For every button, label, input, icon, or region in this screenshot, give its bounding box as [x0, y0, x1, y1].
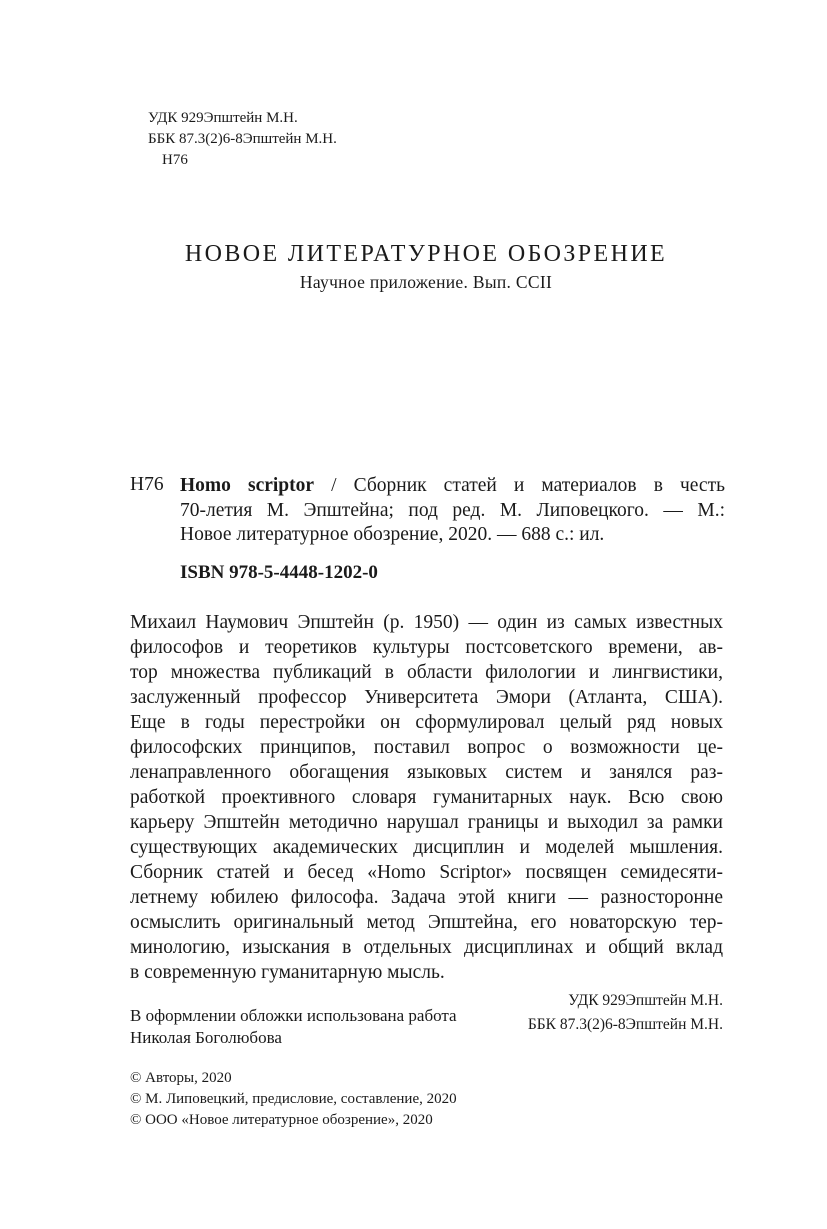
- copyright-line: © Авторы, 2020: [130, 1070, 232, 1086]
- abstract-line: Еще в годы перестройки он сформулировал целый ряд новых: [130, 712, 723, 733]
- abstract-paragraph: [130, 610, 723, 985]
- bibliographic-line-3: Новое литературное обозрение, 2020. — 688 с.: ил.: [180, 524, 605, 545]
- bbk-code-bottom: ББК 87.3(2)6-8Эпштейн М.Н.: [527, 1016, 723, 1033]
- abstract-line: Михаил Наумович Эпштейн (р. 1950) — один из самых известных: [130, 612, 723, 633]
- abstract-line: в современную гуманитарную мысль.: [130, 962, 445, 983]
- book-title: Homo scriptor: [180, 475, 315, 496]
- classification-codes-top: [148, 108, 337, 171]
- abstract-line: минологию, изыскания в отдельных дисциплинах и общий вклад: [130, 937, 723, 958]
- abstract-line: тор множества публикаций в области филологии и лингвистики,: [130, 662, 723, 683]
- isbn: ISBN 978-5-4448-1202-0: [180, 562, 378, 583]
- author-mark: Н76: [162, 152, 188, 168]
- abstract-line: заслуженный профессор Университета Эмори (Атланта, США).: [130, 687, 723, 708]
- bibliographic-line-1-rest: / Сборник статей и материалов в честь: [314, 475, 725, 496]
- udk-code: УДК 929Эпштейн М.Н.: [148, 110, 298, 126]
- cover-credit: [130, 1005, 457, 1048]
- copyright-block: [130, 1068, 457, 1131]
- cover-credit-line-1: В оформлении обложки использована работа: [130, 1006, 457, 1025]
- udk-code-bottom: УДК 929Эпштейн М.Н.: [568, 992, 723, 1009]
- abstract-line: работкой проективного словаря гуманитарных наук. Всю свою: [130, 787, 723, 808]
- abstract-line: ленаправленного обогащения языковых систем и занялся раз-: [130, 762, 723, 783]
- bibliographic-line-1: [180, 474, 725, 499]
- bibliographic-line-2: 70-летия М. Эпштейна; под ред. М. Липовецкого. — М.:: [180, 499, 725, 521]
- abstract-line: осмыслить оригинальный метод Эпштейна, его новаторскую тер-: [130, 912, 723, 933]
- bibliographic-description: [180, 474, 725, 548]
- cover-credit-line-2: Николая Боголюбова: [130, 1027, 282, 1047]
- abstract-line: летнему юбилею философа. Задача этой книги — разносторонне: [130, 887, 723, 908]
- bbk-code: ББК 87.3(2)6-8Эпштейн М.Н.: [148, 131, 337, 147]
- abstract-line: философов и теоретиков культуры постсоветского времени, ав-: [130, 637, 723, 658]
- series-subtitle: Научное приложение. Вып. CCII: [299, 272, 553, 292]
- abstract-line: Сборник статей и бесед «Homo Scriptor» посвящен семидесяти-: [130, 862, 723, 883]
- copyright-line: © М. Липовецкий, предисловие, составление, 2020: [130, 1091, 457, 1107]
- series-title: НОВОЕ ЛИТЕРАТУРНОЕ ОБОЗРЕНИЕ: [184, 241, 668, 267]
- bibliographic-author-mark: Н76: [130, 474, 164, 495]
- abstract-line: философских принципов, поставил вопрос о возможности це-: [130, 737, 723, 758]
- abstract-line: существующих академических дисциплин и моделей мышления.: [130, 837, 723, 858]
- abstract-line: карьеру Эпштейн методично нарушал границы и выходил за рамки: [130, 812, 723, 833]
- classification-codes-bottom: [528, 989, 723, 1037]
- copyright-line: © ООО «Новое литературное обозрение», 2020: [130, 1112, 433, 1128]
